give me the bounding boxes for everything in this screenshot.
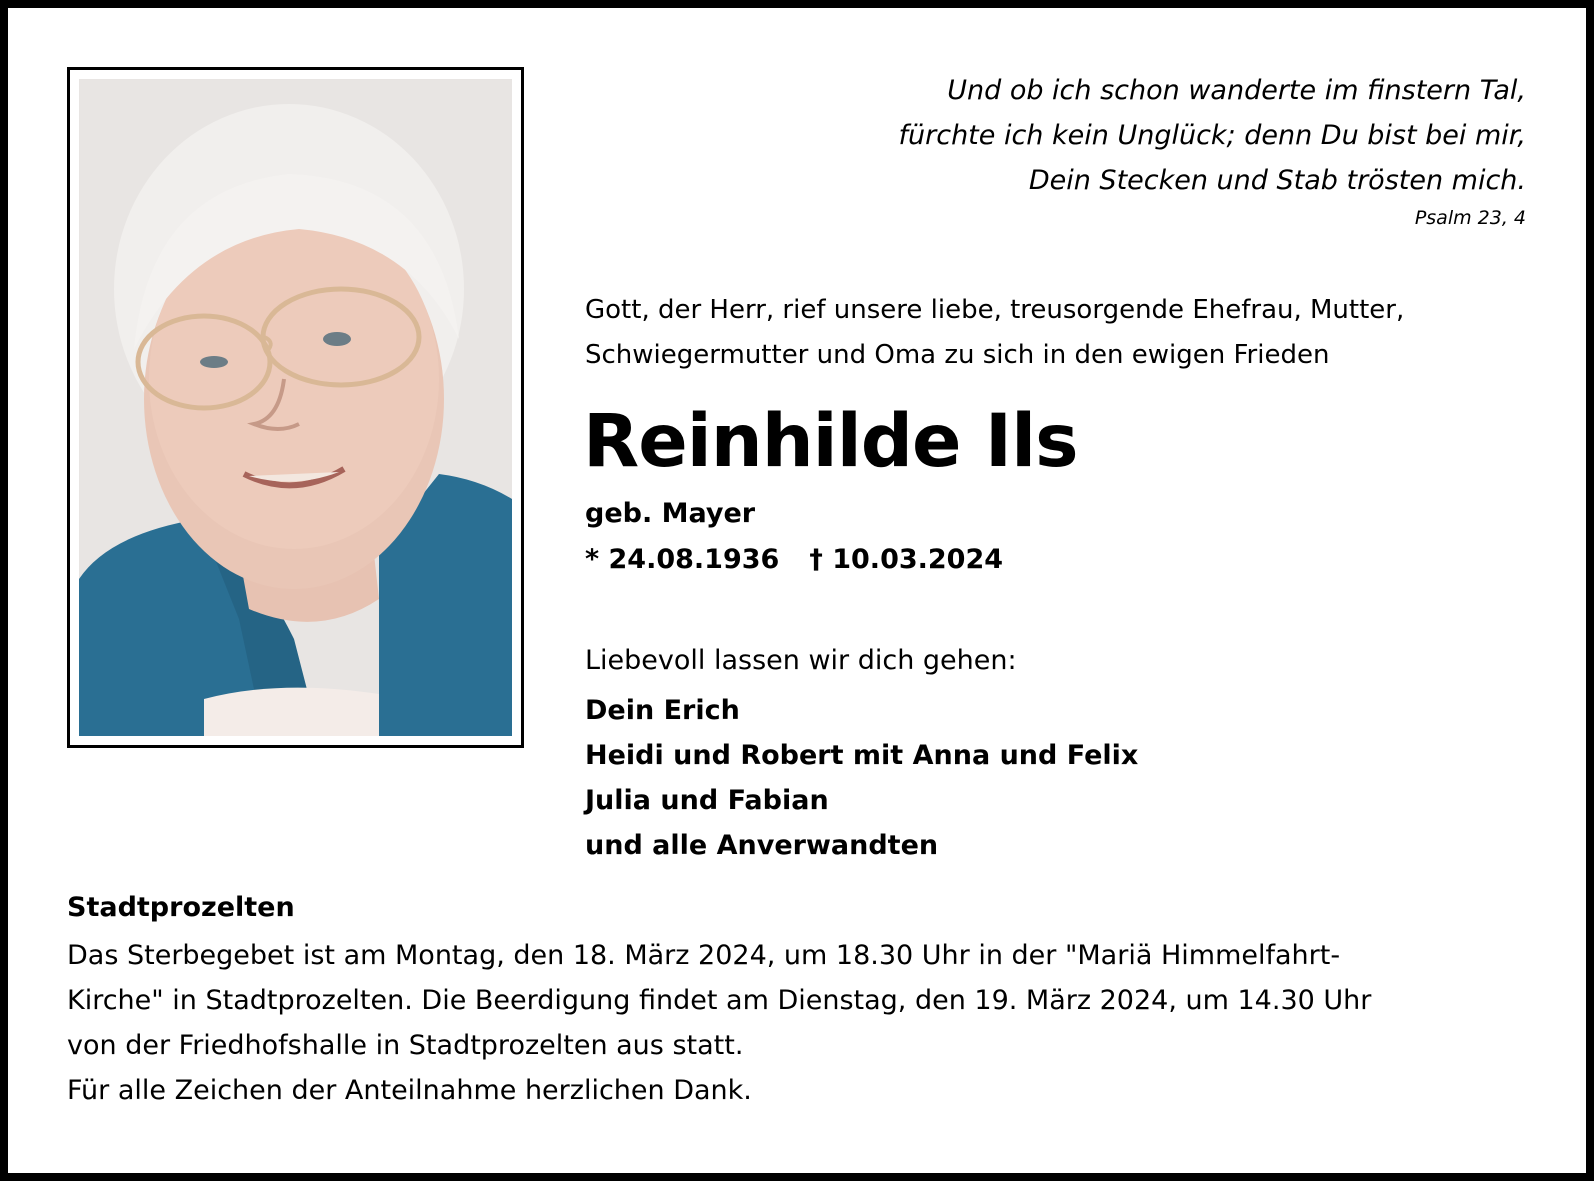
- mourners-intro: Liebevoll lassen wir dich gehen:: [585, 645, 1017, 676]
- verse-line: Und ob ich schon wanderte im finstern Tal,: [947, 75, 1526, 106]
- intro-line: Schwiegermutter und Oma zu sich in den ewigen Frieden: [585, 340, 1330, 370]
- portrait-photo: [79, 79, 512, 736]
- mourner-line: Heidi und Robert mit Anna und Felix: [585, 740, 1139, 771]
- details-line: von der Friedhofshalle in Stadtprozelten aus statt.: [67, 1030, 744, 1061]
- mourner-line: und alle Anverwandten: [585, 830, 939, 861]
- birth-name: geb. Mayer: [585, 498, 756, 529]
- mourner-line: Dein Erich: [585, 695, 740, 726]
- psalm-verse: [766, 68, 1526, 203]
- funeral-details: [67, 933, 1547, 1113]
- details-line: Das Sterbegebet ist am Montag, den 18. März 2024, um 18.30 Uhr in der "Mariä Himmelfahrt-: [67, 940, 1341, 971]
- verse-line: fürchte ich kein Unglück; denn Du bist bei mir,: [898, 120, 1526, 151]
- birth-date: * 24.08.1936: [585, 544, 780, 575]
- portrait-frame: [67, 67, 524, 748]
- deceased-name: Reinhilde Ils: [583, 399, 1078, 484]
- details-line: Für alle Zeichen der Anteilnahme herzlichen Dank.: [67, 1075, 752, 1106]
- intro-line: Gott, der Herr, rief unsere liebe, treusorgende Ehefrau, Mutter,: [585, 295, 1405, 325]
- mourners-list: [585, 688, 1138, 868]
- details-line: Kirche" in Stadtprozelten. Die Beerdigung findet am Dienstag, den 19. März 2024, um 14.30 Uhr: [67, 985, 1372, 1016]
- death-date: 10.03.2024: [832, 544, 1004, 575]
- place-heading: Stadtprozelten: [67, 892, 295, 923]
- mourner-line: Julia und Fabian: [585, 785, 829, 816]
- verse-source: Psalm 23, 4: [1414, 207, 1526, 229]
- verse-line: Dein Stecken und Stab trösten mich.: [1028, 165, 1526, 196]
- cross-icon: †: [809, 544, 823, 575]
- life-dates: [585, 540, 1003, 580]
- announcement-intro: [585, 288, 1545, 378]
